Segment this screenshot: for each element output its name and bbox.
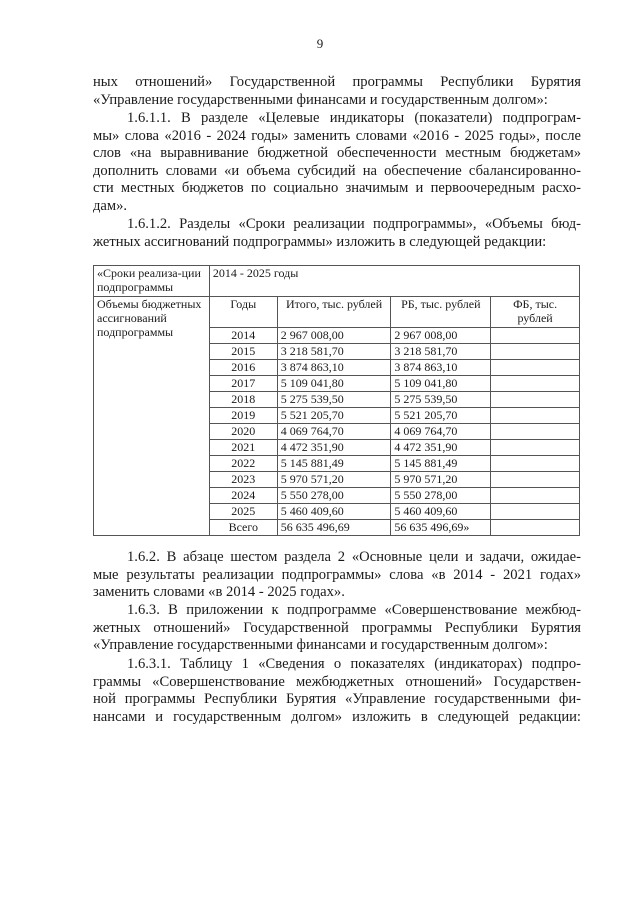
fb-cell — [491, 360, 580, 376]
total-cell: 5 970 571,20 — [277, 472, 391, 488]
text-line: 1.6.3. В приложении к подпрограмме «Совершенствование межбюд- — [127, 602, 581, 618]
total-cell: 5 145 881,49 — [277, 456, 391, 472]
fb-cell — [491, 344, 580, 360]
text-line: мые результаты реализации подпрограммы» слова «в 2014 - 2021 годах» — [93, 566, 581, 583]
total-cell: 3 874 863,10 — [277, 360, 391, 376]
fb-cell — [491, 408, 580, 424]
text-line: дам». — [93, 197, 128, 214]
rb-cell: 4 472 351,90 — [391, 440, 491, 456]
fb-cell — [491, 392, 580, 408]
rb-cell: 5 970 571,20 — [391, 472, 491, 488]
text-line: жетных ассигнований подпрограммы» изложить в следующей редакции: — [93, 233, 547, 250]
total-cell: 4 069 764,70 — [277, 424, 391, 440]
paragraph-continuation — [93, 74, 581, 109]
fb-cell — [491, 456, 580, 472]
total-cell: 5 521 205,70 — [277, 408, 391, 424]
text-line: мы» слова «2016 - 2024 годы» заменить словами «2016 - 2025 годы», после — [93, 127, 581, 144]
col-header-total: Итого, тыс. рублей — [277, 297, 391, 328]
fb-cell — [491, 424, 580, 440]
year-cell: 2021 — [209, 440, 277, 456]
fb-cell — [491, 472, 580, 488]
rb-cell: 56 635 496,69» — [391, 520, 491, 536]
year-cell: 2015 — [209, 344, 277, 360]
text-line: 1.6.1.1. В разделе «Целевые индикаторы (показатели) подпрограм- — [127, 110, 581, 126]
fb-cell — [491, 488, 580, 504]
text-line: 1.6.2. В абзаце шестом раздела 2 «Основные цели и задачи, ожидае- — [127, 549, 581, 565]
text-line: заменить словами «в 2014 - 2025 годах». — [93, 584, 345, 601]
page-number: 9 — [316, 36, 324, 51]
text-line: нансами и государственным долгом» изложить в следующей редакции: — [93, 708, 581, 725]
paragraph-1-6-1-2 — [93, 216, 581, 251]
year-cell: 2023 — [209, 472, 277, 488]
rb-cell: 5 460 409,60 — [391, 504, 491, 520]
rb-cell: 5 109 041,80 — [391, 376, 491, 392]
rb-cell: 3 218 581,70 — [391, 344, 491, 360]
rb-cell: 5 550 278,00 — [391, 488, 491, 504]
paragraph-1-6-3-1 — [93, 656, 581, 726]
paragraph-1-6-1-1 — [93, 110, 581, 216]
year-cell: 2017 — [209, 376, 277, 392]
fb-cell — [491, 328, 580, 344]
col-header-rb: РБ, тыс. рублей — [391, 297, 491, 328]
paragraph-1-6-3 — [93, 602, 581, 655]
text-line: «Управление государственными финансами и государственным долгом»: — [93, 91, 548, 108]
text-line: «Управление государственными финансами и государственным долгом»: — [93, 637, 548, 654]
text-line: 1.6.1.2. Разделы «Сроки реализации подпрограммы», «Объемы бюд- — [127, 216, 581, 232]
col-header-years: Годы — [209, 297, 277, 328]
total-cell: 5 275 539,50 — [277, 392, 391, 408]
fb-cell — [491, 376, 580, 392]
text-line: сти местных бюджетов по социально значимым и первоочередным расхо- — [93, 180, 581, 197]
text-line: жетных отношений» Государственной программы Республики Бурятия — [93, 619, 581, 636]
rb-cell: 5 145 881,49 — [391, 456, 491, 472]
table-row-term — [94, 266, 580, 297]
total-cell: 3 218 581,70 — [277, 344, 391, 360]
rb-cell: 2 967 008,00 — [391, 328, 491, 344]
fb-cell — [491, 440, 580, 456]
year-cell: 2022 — [209, 456, 277, 472]
volume-label-cell: Объемы бюджетных ассигнований подпрограммы — [94, 297, 210, 536]
year-cell: 2024 — [209, 488, 277, 504]
text-line: ных отношений» Государственной программы Республики Бурятия — [93, 74, 581, 90]
text-line: ной программы Республики Бурятия «Управление государственными фи- — [93, 691, 581, 708]
rb-cell: 4 069 764,70 — [391, 424, 491, 440]
fb-cell — [491, 504, 580, 520]
term-label-cell: «Сроки реализа-ции подпрограммы — [94, 266, 210, 297]
year-cell: 2016 — [209, 360, 277, 376]
text-line: граммы «Совершенствование межбюджетных отношений» Государствен- — [93, 673, 581, 690]
total-cell: 5 109 041,80 — [277, 376, 391, 392]
budget-table — [93, 265, 580, 536]
total-cell: 5 460 409,60 — [277, 504, 391, 520]
col-header-fb: ФБ, тыс. рублей — [491, 297, 580, 328]
year-cell: Всего — [209, 520, 277, 536]
year-cell: 2014 — [209, 328, 277, 344]
fb-cell — [491, 520, 580, 536]
rb-cell: 5 275 539,50 — [391, 392, 491, 408]
term-value-cell: 2014 - 2025 годы — [209, 266, 579, 297]
year-cell: 2018 — [209, 392, 277, 408]
total-cell: 5 550 278,00 — [277, 488, 391, 504]
year-cell: 2019 — [209, 408, 277, 424]
table-header-row — [94, 297, 580, 328]
text-line: 1.6.3.1. Таблицу 1 «Сведения о показателях (индикаторах) подпро- — [127, 656, 581, 672]
paragraph-1-6-2 — [93, 549, 581, 602]
rb-cell: 3 874 863,10 — [391, 360, 491, 376]
rb-cell: 5 521 205,70 — [391, 408, 491, 424]
year-cell: 2020 — [209, 424, 277, 440]
total-cell: 4 472 351,90 — [277, 440, 391, 456]
total-cell: 2 967 008,00 — [277, 328, 391, 344]
total-cell: 56 635 496,69 — [277, 520, 391, 536]
year-cell: 2025 — [209, 504, 277, 520]
text-line: слов «на выравнивание бюджетной обеспеченности местным бюджетам» — [93, 145, 581, 162]
text-line: дополнить словами «и объема субсидий на обеспечение сбалансированно- — [93, 162, 581, 179]
